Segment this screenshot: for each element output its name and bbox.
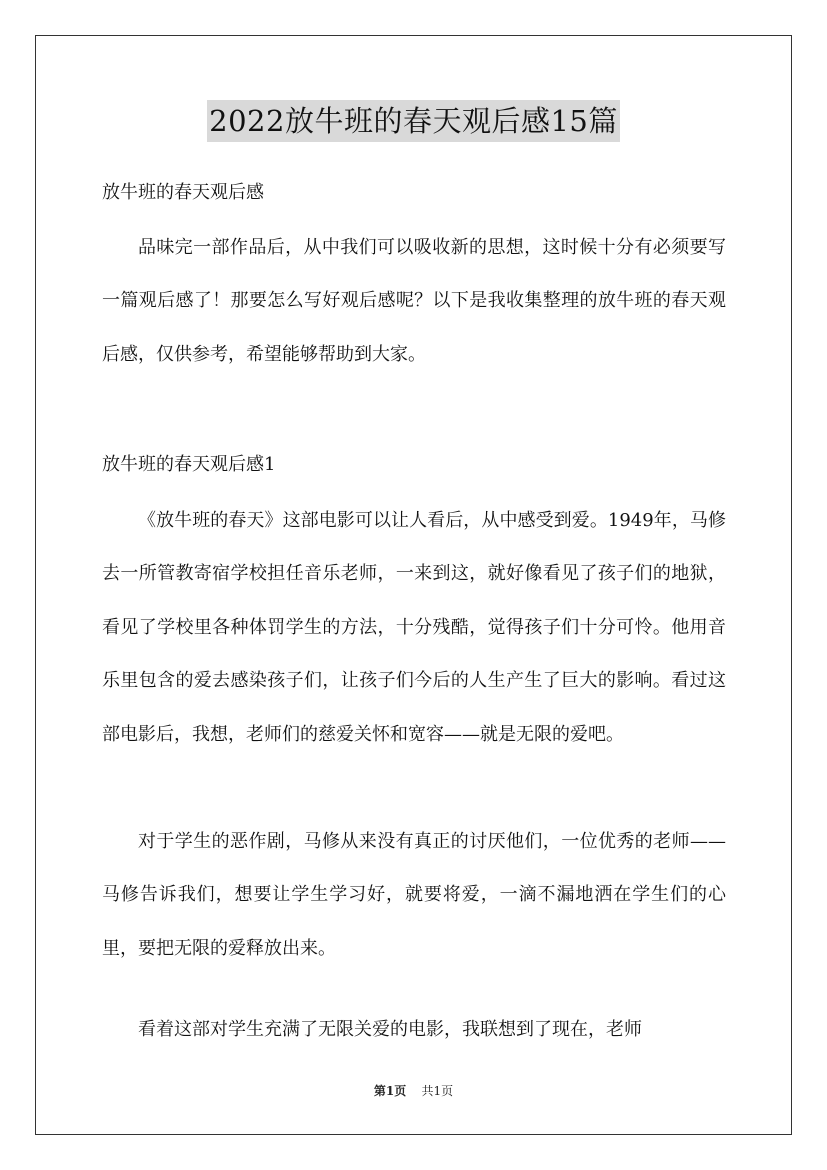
page-number-current: 第1页 [373, 1084, 407, 1098]
intro-paragraph: 品味完一部作品后，从中我们可以吸收新的思想，这时候十分有必须要写一篇观后感了！那要怎么写好观后感呢？以下是我收集整理的放牛班的春天观后感，仅供参考，希望能够帮助到大家。 [102, 237, 726, 365]
section-1-paragraph-3: 看着这部对学生充满了无限关爱的电影，我联想到了现在，老师 [138, 1019, 642, 1040]
footer-spacer [410, 1084, 418, 1098]
section-1-heading: 放牛班的春天观后感1 [102, 454, 276, 475]
page-footer [0, 1083, 827, 1099]
document-title [0, 100, 827, 142]
section-1-paragraph-1: 《放牛班的春天》这部电影可以让人看后，从中感受到爱。1949年，马修去一所管教寄宿学校担任音乐老师，一来到这，就好像看见了孩子们的地狱，看见了学校里各种体罚学生的方法，十分残酷，觉得孩子们十分可怜。他用音乐里包含的爱去感染孩子们，让孩子们今后的人生产生了巨大的影响。看过这部电影后，我想，老师们的慈爱关怀和宽容——就是无限的爱吧。 [102, 510, 726, 745]
section-1-paragraph-2: 对于学生的恶作剧，马修从来没有真正的讨厌他们，一位优秀的老师——马修告诉我们，想要让学生学习好，就要将爱，一滴不漏地洒在学生们的心里，要把无限的爱释放出来。 [102, 831, 726, 959]
document-title-text: 2022放牛班的春天观后感15篇 [207, 100, 620, 142]
intro-heading: 放牛班的春天观后感 [102, 182, 264, 203]
page-number-total: 共1页 [421, 1084, 454, 1098]
